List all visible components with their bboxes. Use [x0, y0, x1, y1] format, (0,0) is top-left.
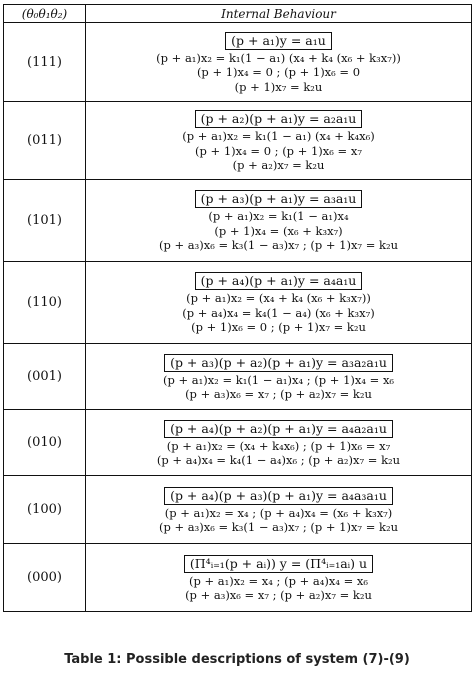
state-equation: (p + a₁)x₂ = k₁(1 − a₁) (x₄ + k₄x₆)	[182, 129, 375, 144]
behaviour-cell	[86, 102, 472, 180]
output-equation: (p + a₃)(p + a₂)(p + a₁)y = a₃a₂a₁u	[164, 354, 393, 372]
state-equation: (p + a₁)x₂ = x₄ ; (p + a₄)x₄ = (x₆ + k₃x₇)	[164, 505, 393, 520]
state-cell: (101)	[4, 180, 86, 262]
state-equation: (p + a₄)x₄ = k₄(1 − a₄)x₆ ; (p + a₂)x₇ = k₂u	[156, 453, 401, 467]
state-equation: (p + a₄)x₄ = k₄(1 − a₄) (x₆ + k₃x₇)	[182, 305, 375, 320]
behaviour-column-header: Internal Behaviour	[86, 5, 472, 23]
state-equation: (p + a₁)x₂ = (x₄ + k₄x₆) ; (p + 1)x₆ = x₇	[166, 438, 391, 453]
output-equation: (Π⁴ᵢ₌₁(p + aᵢ)) y = (Π⁴ᵢ₌₁aᵢ) u	[184, 555, 373, 573]
table-row	[4, 180, 472, 262]
state-equation: (p + a₁)x₂ = k₁(1 − a₁)x₄ ; (p + 1)x₄ = x₆	[162, 372, 395, 387]
output-equation: (p + a₃)(p + a₁)y = a₃a₁u	[195, 190, 363, 208]
table-row	[4, 102, 472, 180]
state-cell: (000)	[4, 544, 86, 612]
state-cell: (011)	[4, 102, 86, 180]
state-cell: (010)	[4, 410, 86, 476]
table-row	[4, 476, 472, 544]
state-equation: (p + 1)x₄ = 0 ; (p + 1)x₆ = x₇	[195, 143, 362, 158]
state-equation: (p + a₃)x₆ = x₇ ; (p + a₂)x₇ = k₂u	[185, 588, 372, 602]
table-row	[4, 23, 472, 102]
state-equation: (p + a₁)x₂ = k₁(1 − a₁) (x₄ + k₄ (x₆ + k₃x₇))	[156, 50, 401, 65]
state-equation: (p + a₃)x₆ = x₇ ; (p + a₂)x₇ = k₂u	[185, 387, 372, 401]
table-row	[4, 262, 472, 344]
behaviour-cell	[86, 344, 472, 410]
state-column-header: (θ₀θ₁θ₂)	[4, 5, 86, 23]
table-body	[4, 23, 472, 612]
output-equation: (p + a₁)y = a₁u	[225, 32, 332, 50]
state-cell: (100)	[4, 476, 86, 544]
state-equation: (p + 1)x₆ = 0 ; (p + 1)x₇ = k₂u	[191, 320, 366, 335]
state-equation: (p + 1)x₄ = 0 ; (p + 1)x₆ = 0	[196, 65, 361, 80]
table-header-row	[4, 5, 472, 23]
behaviour-cell	[86, 410, 472, 476]
behaviour-cell	[86, 544, 472, 612]
table-row	[4, 410, 472, 476]
output-equation: (p + a₄)(p + a₁)y = a₄a₁u	[195, 272, 363, 290]
state-equation: (p + a₁)x₂ = x₄ ; (p + a₄)x₄ = x₆	[189, 573, 368, 588]
table-caption: Table 1: Possible descriptions of system (7)-(9)	[64, 652, 410, 667]
state-equation: (p + 1)x₇ = k₂u	[234, 79, 323, 94]
state-cell: (001)	[4, 344, 86, 410]
state-equation: (p + a₁)x₂ = (x₄ + k₄ (x₆ + k₃x₇))	[186, 291, 371, 306]
output-equation: (p + a₂)(p + a₁)y = a₂a₁u	[195, 110, 363, 128]
table-row	[4, 544, 472, 612]
state-equation: (p + a₃)x₆ = k₃(1 − a₃)x₇ ; (p + 1)x₇ = k₂u	[159, 238, 398, 253]
behaviour-cell	[86, 476, 472, 544]
table-row	[4, 344, 472, 410]
state-cell: (110)	[4, 262, 86, 344]
state-equation: (p + a₁)x₂ = k₁(1 − a₁)x₄	[208, 209, 349, 224]
behaviour-cell	[86, 23, 472, 102]
state-equation: (p + a₂)x₇ = k₂u	[232, 158, 325, 173]
state-equation: (p + 1)x₄ = (x₆ + k₃x₇)	[214, 223, 343, 238]
behaviour-cell	[86, 180, 472, 262]
output-equation: (p + a₄)(p + a₂)(p + a₁)y = a₄a₂a₁u	[164, 420, 393, 438]
state-equation: (p + a₃)x₆ = k₃(1 − a₃)x₇ ; (p + 1)x₇ = k₂u	[159, 520, 398, 534]
state-cell: (111)	[4, 23, 86, 102]
behaviour-cell	[86, 262, 472, 344]
output-equation: (p + a₄)(p + a₃)(p + a₁)y = a₄a₃a₁u	[164, 487, 393, 505]
behaviour-table	[3, 4, 472, 612]
